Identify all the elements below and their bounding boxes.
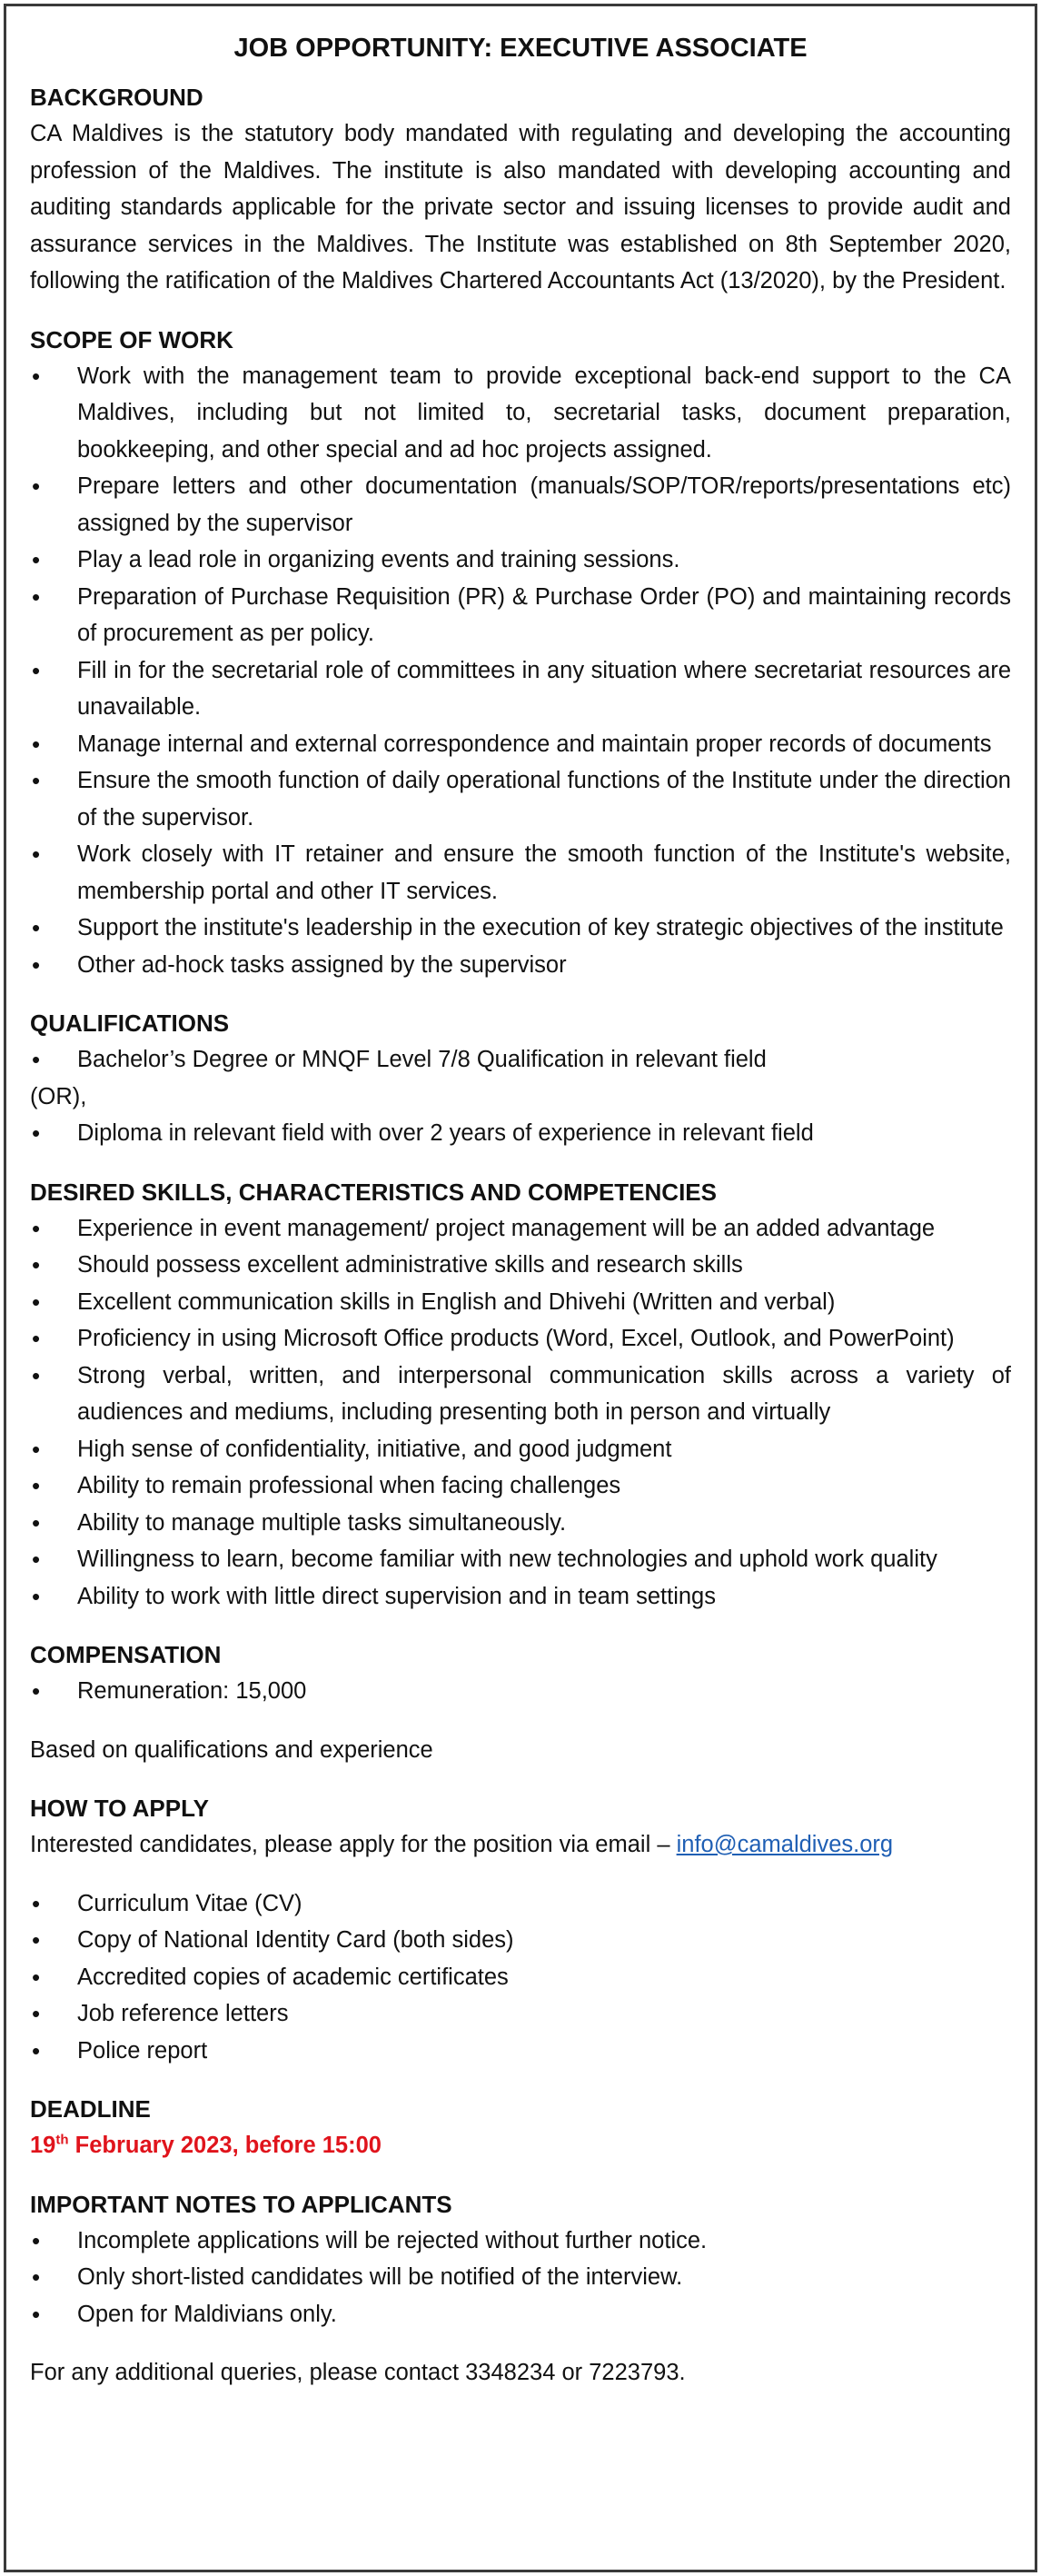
list-item: • Manage internal and external correspondence and maintain proper records of documents (30, 726, 1011, 763)
email-link[interactable]: info@camaldives.org (676, 1832, 894, 1857)
list-item: • Job reference letters (30, 1995, 1011, 2033)
list-item: • Bachelor’s Degree or MNQF Level 7/8 Qualification in relevant field (30, 1041, 1011, 1079)
compensation-list (30, 1673, 1011, 1710)
list-item: • Work closely with IT retainer and ensure the smooth function of the Institute's website, membership portal and other IT services. (30, 836, 1011, 910)
list-item: • Open for Maldivians only. (30, 2296, 1011, 2333)
apply-documents-list (30, 1885, 1011, 2070)
list-item: • Work with the management team to provide exceptional back-end support to the CA Maldives, including but not limited to, secretarial tasks, document preparation, bookkeeping, and other special and ad hoc projects assigned. (30, 358, 1011, 469)
background-section (30, 79, 1011, 300)
compensation-section (30, 1636, 1011, 1768)
list-item: • Prepare letters and other documentation (manuals/SOP/TOR/reports/presentations etc) assigned by the supervisor (30, 468, 1011, 542)
deadline-rest: February 2023, before 15:00 (68, 2133, 382, 2158)
compensation-heading: COMPENSATION (30, 1641, 222, 1668)
list-item: • Should possess excellent administrative skills and research skills (30, 1247, 1011, 1284)
apply-intro-text: Interested candidates, please apply for the position via email – (30, 1832, 677, 1857)
notes-list (30, 2223, 1011, 2333)
page-title: JOB OPPORTUNITY: EXECUTIVE ASSOCIATE (233, 34, 808, 63)
qualifications-list (30, 1041, 1011, 1079)
apply-section (30, 1790, 1011, 2069)
skills-heading: DESIRED SKILLS, CHARACTERISTICS AND COMPETENCIES (30, 1178, 717, 1206)
spacer (30, 1864, 1011, 1885)
scope-list (30, 358, 1011, 984)
qualifications-heading: QUALIFICATIONS (30, 1010, 230, 1037)
or-separator: (OR), (30, 1083, 87, 1109)
list-item: • Diploma in relevant field with over 2 years of experience in relevant field (30, 1115, 1011, 1152)
deadline-heading: DEADLINE (30, 2095, 151, 2123)
list-item: • Ability to remain professional when facing challenges (30, 1467, 1011, 1505)
list-item: • Accredited copies of academic certificates (30, 1959, 1011, 1996)
list-item: • Copy of National Identity Card (both sides) (30, 1922, 1011, 1959)
deadline-section (30, 2091, 1011, 2164)
list-item: • Ensure the smooth function of daily operational functions of the Institute under the direction of the supervisor. (30, 762, 1011, 836)
list-item: • Ability to manage multiple tasks simultaneously. (30, 1505, 1011, 1542)
skills-section (30, 1174, 1011, 1616)
apply-intro (30, 1826, 1011, 1864)
list-item: • Play a lead role in organizing events and training sessions. (30, 542, 1011, 579)
list-item: • Other ad-hock tasks assigned by the supervisor (30, 947, 1011, 984)
list-item: • Experience in event management/ project management will be an added advantage (30, 1210, 1011, 1248)
list-item: • Excellent communication skills in English and Dhivehi (Written and verbal) (30, 1284, 1011, 1321)
apply-heading: HOW TO APPLY (30, 1795, 209, 1822)
notes-section (30, 2186, 1011, 2333)
scope-section (30, 322, 1011, 984)
list-item: • Fill in for the secretarial role of committees in any situation where secretariat resources are unavailable. (30, 652, 1011, 726)
skills-list (30, 1210, 1011, 1616)
background-text: CA Maldives is the statutory body mandated with regulating and developing the accounting profession of the Maldives. The institute is also mandated with developing accounting and auditing standards applicable for the private sector and issuing licenses to provide audit and assurance services in the Maldives. The Institute was established on 8th September 2020, following the ratification of the Maldives Chartered Accountants Act (13/2020), by the President. (30, 121, 1011, 293)
deadline-day-suffix: th (55, 2132, 69, 2148)
list-item: • High sense of confidentiality, initiative, and good judgment (30, 1431, 1011, 1468)
scope-heading: SCOPE OF WORK (30, 325, 233, 353)
deadline-date (30, 2127, 1011, 2164)
list-item: • Curriculum Vitae (CV) (30, 1885, 1011, 1923)
qualifications-section (30, 1005, 1011, 1152)
deadline-day: 19 (30, 2133, 56, 2158)
list-item: • Only short-listed candidates will be notified of the interview. (30, 2259, 1011, 2296)
list-item: • Preparation of Purchase Requisition (PR) & Purchase Order (PO) and maintaining records of procurement as per policy. (30, 579, 1011, 652)
compensation-note: Based on qualifications and experience (30, 1736, 433, 1763)
contact-footer: For any additional queries, please contact 3348234 or 7223793. (30, 2360, 686, 2385)
list-item: • Support the institute's leadership in the execution of key strategic objectives of the institute (30, 910, 1011, 947)
spacer (30, 1710, 1011, 1732)
job-posting-document (4, 4, 1037, 2572)
notes-heading: IMPORTANT NOTES TO APPLICANTS (30, 2190, 452, 2218)
list-item: • Strong verbal, written, and interpersonal communication skills across a variety of audiences and mediums, including presenting both in person and virtually (30, 1358, 1011, 1431)
qualifications-list-alt (30, 1115, 1011, 1152)
background-heading: BACKGROUND (30, 84, 203, 111)
list-item: • Proficiency in using Microsoft Office products (Word, Excel, Outlook, and PowerPoint) (30, 1320, 1011, 1358)
list-item: • Incomplete applications will be rejected without further notice. (30, 2223, 1011, 2260)
list-item: • Willingness to learn, become familiar with new technologies and uphold work quality (30, 1541, 1011, 1578)
list-item: • Ability to work with little direct supervision and in team settings (30, 1578, 1011, 1616)
list-item: • Police report (30, 2033, 1011, 2070)
list-item: • Remuneration: 15,000 (30, 1673, 1011, 1710)
